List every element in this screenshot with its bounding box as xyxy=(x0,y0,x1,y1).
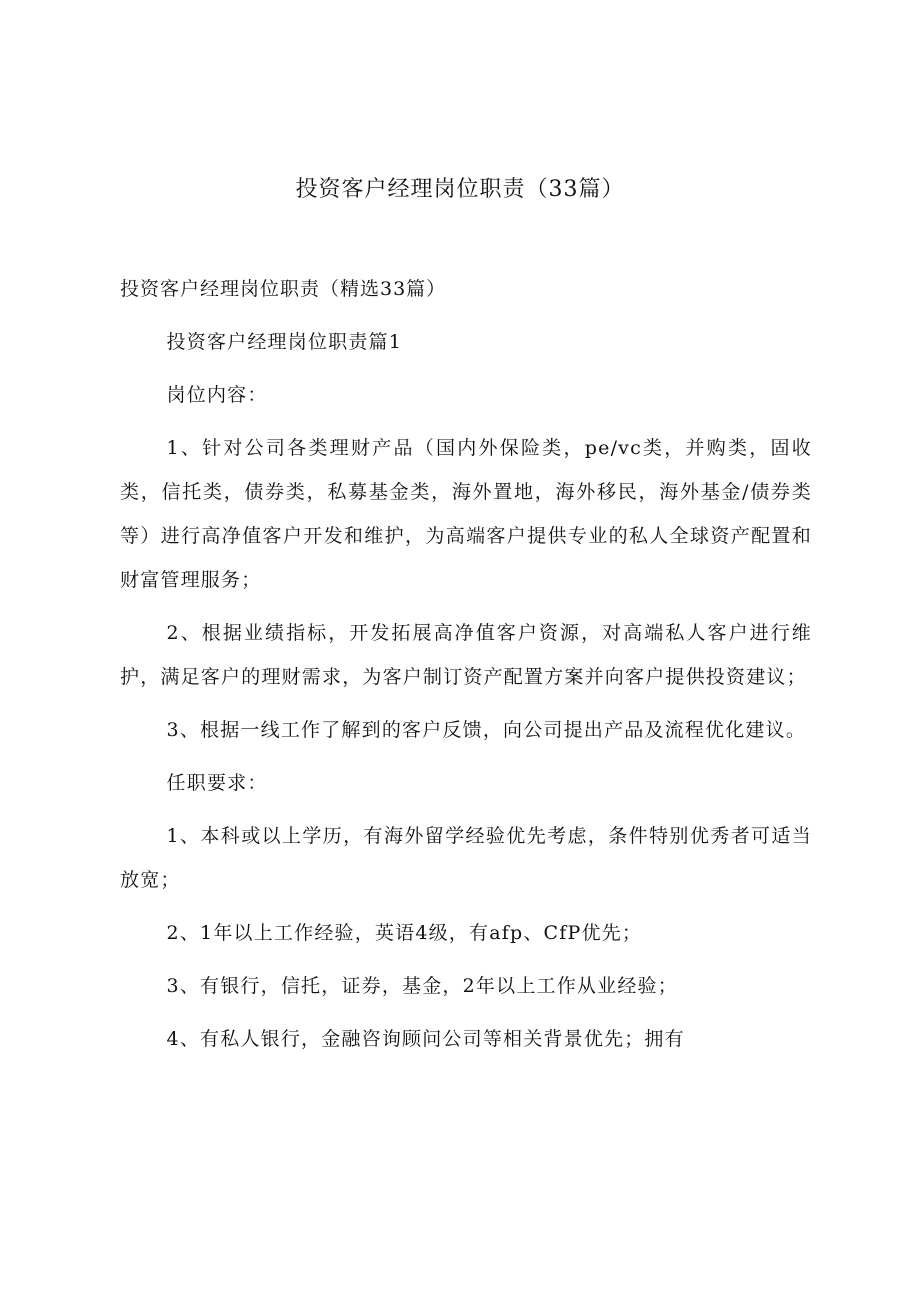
requirement-item-2: 2、1年以上工作经验，英语4级，有afp、CfP优先； xyxy=(166,922,643,944)
requirement-item-3: 3、有银行，信托，证券，基金，2年以上工作从业经验； xyxy=(166,975,678,997)
duty-item-3: 3、根据一线工作了解到的客户反馈，向公司提出产品及流程优化建议。 xyxy=(166,719,807,741)
document-title: 投资客户经理岗位职责（33篇） xyxy=(295,177,625,202)
requirement-item-4: 4、有私人银行，金融咨询顾问公司等相关背景优先；拥有 xyxy=(166,1028,685,1050)
duty-item-1: 1、针对公司各类理财产品（国内外保险类，pe/vc类，并购类，固收类，信托类，债券类，私募基金类，海外置地，海外移民，海外基金/债券类等）进行高净值客户开发和维护，为高端客户提供专业的私人全球资产配置和财富管理服务； xyxy=(120,437,812,591)
document-body xyxy=(120,320,812,1070)
requirement-item-1: 1、本科或以上学历，有海外留学经验优先考虑，条件特别优秀者可适当放宽； xyxy=(120,825,812,891)
section-heading: 投资客户经理岗位职责篇1 xyxy=(166,331,403,353)
requirements-heading: 任职要求： xyxy=(166,772,268,794)
duties-heading: 岗位内容： xyxy=(166,384,268,406)
duty-item-2: 2、根据业绩指标，开发拓展高净值客户资源，对高端私人客户进行维护，满足客户的理财需求，为客户制订资产配置方案并向客户提供投资建议； xyxy=(120,622,812,688)
document-subtitle: 投资客户经理岗位职责（精选33篇） xyxy=(120,278,447,300)
